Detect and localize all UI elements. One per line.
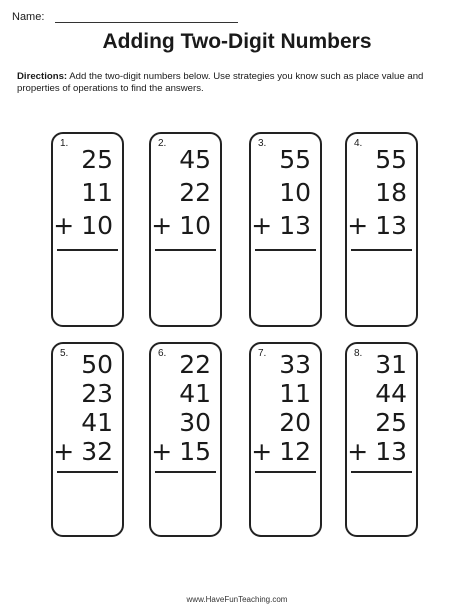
answer-space[interactable] [351, 475, 412, 529]
problem-card [51, 342, 124, 537]
answer-line [255, 471, 316, 473]
addend-row [81, 146, 113, 174]
addend-value: 12 [279, 437, 311, 466]
problem-card [345, 342, 418, 537]
problem-card [249, 342, 322, 537]
addend-value: 13 [375, 211, 407, 240]
addend-row [375, 409, 407, 437]
addend-row [347, 212, 407, 240]
answer-line [255, 249, 316, 251]
addend-value: 55 [375, 145, 407, 174]
addend-value: 10 [279, 178, 311, 207]
addend-row [53, 438, 113, 466]
addend-value: 32 [81, 437, 113, 466]
plus-sign: + [53, 437, 75, 466]
problem-number: 6. [158, 348, 167, 359]
addend-row [375, 179, 407, 207]
problem-card [149, 132, 222, 327]
name-label: Name: [12, 11, 45, 23]
addend-row [81, 179, 113, 207]
problem-card [249, 132, 322, 327]
directions-label: Directions: [17, 71, 68, 82]
addend-value: 13 [279, 211, 311, 240]
problem-number: 3. [258, 138, 267, 149]
addend-value: 55 [279, 145, 311, 174]
addend-row [375, 351, 407, 379]
footer-url: www.HaveFunTeaching.com [186, 595, 288, 604]
plus-sign: + [251, 211, 273, 240]
page-title: Adding Two-Digit Numbers [102, 30, 372, 53]
addend-row [81, 380, 113, 408]
addend-value: 11 [279, 379, 311, 408]
answer-space[interactable] [255, 475, 316, 529]
addend-row [279, 380, 311, 408]
addend-value: 30 [179, 408, 211, 437]
addend-value: 20 [279, 408, 311, 437]
plus-sign: + [347, 437, 369, 466]
problem-number: 2. [158, 138, 167, 149]
answer-line [351, 249, 412, 251]
answer-line [57, 471, 118, 473]
addend-value: 44 [375, 379, 407, 408]
addend-value: 13 [375, 437, 407, 466]
directions-text: Add the two-digit numbers below. Use strategies you know such as place value and properties of operations to find the answers. [17, 71, 424, 94]
addend-row [279, 409, 311, 437]
problem-number: 4. [354, 138, 363, 149]
answer-line [155, 471, 216, 473]
addend-row [151, 438, 211, 466]
addend-value: 15 [179, 437, 211, 466]
problem-number: 7. [258, 348, 267, 359]
addend-row [151, 212, 211, 240]
plus-sign: + [251, 437, 273, 466]
name-line[interactable] [55, 22, 238, 23]
problem-number: 1. [60, 138, 69, 149]
problem-card [149, 342, 222, 537]
addend-value: 33 [279, 350, 311, 379]
plus-sign: + [347, 211, 369, 240]
addend-value: 41 [179, 379, 211, 408]
addend-row [279, 351, 311, 379]
addend-value: 22 [179, 178, 211, 207]
addend-value: 10 [179, 211, 211, 240]
problem-card [345, 132, 418, 327]
addend-row [279, 146, 311, 174]
addend-row [179, 179, 211, 207]
addend-value: 10 [81, 211, 113, 240]
answer-space[interactable] [155, 253, 216, 319]
addend-value: 23 [81, 379, 113, 408]
addend-value: 31 [375, 350, 407, 379]
plus-sign: + [151, 437, 173, 466]
addend-row [179, 380, 211, 408]
answer-line [57, 249, 118, 251]
addend-row [179, 409, 211, 437]
addend-value: 25 [375, 408, 407, 437]
directions [17, 71, 462, 95]
addend-row [251, 212, 311, 240]
answer-line [351, 471, 412, 473]
addend-row [179, 146, 211, 174]
addend-row [179, 351, 211, 379]
problem-card [51, 132, 124, 327]
plus-sign: + [151, 211, 173, 240]
answer-space[interactable] [351, 253, 412, 319]
answer-line [155, 249, 216, 251]
addend-value: 22 [179, 350, 211, 379]
plus-sign: + [53, 211, 75, 240]
addend-value: 18 [375, 178, 407, 207]
answer-space[interactable] [155, 475, 216, 529]
problem-number: 5. [60, 348, 69, 359]
addend-row [375, 380, 407, 408]
answer-space[interactable] [57, 475, 118, 529]
addend-row [81, 409, 113, 437]
addend-value: 41 [81, 408, 113, 437]
addend-row [81, 351, 113, 379]
addend-row [279, 179, 311, 207]
answer-space[interactable] [57, 253, 118, 319]
addend-row [53, 212, 113, 240]
addend-value: 50 [81, 350, 113, 379]
addend-value: 25 [81, 145, 113, 174]
addend-row [251, 438, 311, 466]
problem-number: 8. [354, 348, 363, 359]
addend-value: 45 [179, 145, 211, 174]
answer-space[interactable] [255, 253, 316, 319]
addend-row [375, 146, 407, 174]
addend-row [347, 438, 407, 466]
addend-value: 11 [81, 178, 113, 207]
